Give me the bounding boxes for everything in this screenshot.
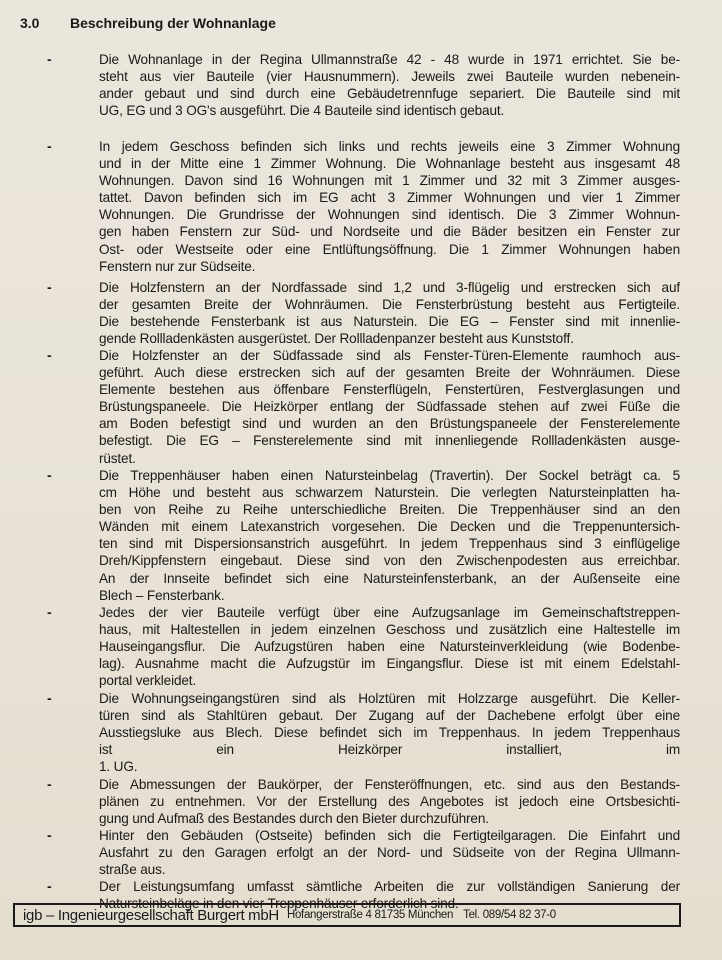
bullet-marker: - [47,827,52,843]
text-line: geführt. Auch diese erstrecken sich auf der gesamten Breite der Wohnräumen. Diese [99,365,680,381]
letterhead-footer [13,903,681,927]
text-line: Dreh/Kippfenstern eingebaut. Diese sind von den Zwischenpodesten aus erreichbar. [99,553,680,569]
text-line: Jedes der vier Bauteile verfügt über eine Aufzugsanlage im Gemeinschaftstreppen- [99,605,680,620]
bullet-marker: - [47,279,52,295]
text-line: gung und Aufmaß des Bestandes durch den Bieter durchzuführen. [99,811,489,827]
text-line: am Boden befestigt sind und wurden an den Brüstungspaneele der Fensterelemente [99,416,680,432]
text-line: Wohnungen. Davon sind 16 Wohnungen mit 1 Zimmer und 32 mit 3 Zimmer ausges- [99,173,680,189]
text-line: rüstet. [99,450,136,466]
text-line: plänen zu entnehmen. Vor der Erstellung des Angebotes ist jedoch eine Ortsbesichti- [99,794,680,810]
text-line: Die Treppenhäuser haben einen Natursteinbelag (Travertin). Der Sockel beträgt ca. 5 [99,468,680,483]
text-line: 1. UG. [99,759,138,775]
text-line: cm Höhe und besteht aus schwarzem Naturstein. Die verlegten Natursteinplatten ha- [99,485,680,501]
footer-address: Hofangerstraße 4 81735 München [286,909,454,921]
text-line: Der Leistungsumfang umfasst sämtliche Arbeiten die zur vollständigen Sanierung der [99,879,680,894]
footer-phone: Tel. 089/54 82 37-0 [463,909,556,921]
section-title: Beschreibung der Wohnanlage [70,15,276,31]
text-line: UG, EG und 3 OG's ausgeführt. Die 4 Bauteile sind identisch gebaut. [99,103,505,119]
text-line: straße aus. [99,862,166,878]
text-line: portal verkleidet. [99,673,197,689]
bullet-paragraph [47,604,680,689]
bullet-paragraph [47,138,680,275]
footer-company: igb – Ingenieurgesellschaft Burgert mbH [23,906,279,924]
bullet-paragraph [47,467,680,604]
bullet-marker: - [47,51,52,67]
bullet-marker: - [47,347,52,363]
bullet-marker: - [47,604,52,620]
text-line: türen sind als Stahltüren gebaut. Der Zugang auf der Dachebene erfolgt über eine [99,708,680,724]
bullet-marker: - [47,138,52,154]
bullet-marker: - [47,467,52,483]
text-line: Ost- oder Westseite oder eine Entlüftungsöffnung. Die 1 Zimmer Wohnungen haben [99,241,680,257]
text-line: Natursteinbeläge in den vier Treppenhäuser erforderlich sind. [99,896,459,912]
text-line: befestigt. Die EG – Fensterelemente sind mit innenliegende Rollladenkästen ausge- [99,433,680,449]
text-line: ten sind mit Dispersionsanstrich ausgeführt. In jedem Treppenhaus sind 3 einflügelige [99,536,680,552]
text-line: Die Holzfenster an der Südfassade sind als Fenster-Türen-Elemente raumhoch aus- [99,348,680,363]
bullet-paragraph [47,827,680,878]
text-line: gen haben Fenstern zur Süd- und Nordseite und die Bäder besitzen ein Fenster zur [99,224,680,240]
text-line: Die Holzfenstern an der Nordfassade sind 1,2 und 3-flügelig und erstrecken sich auf [99,280,680,295]
text-line: gende Rollladenkästen ausgerüstet. Der Rollladenpanzer besteht aus Kunststoff. [99,331,574,347]
text-line: ist ein Heizkörper installiert, im [99,742,680,758]
section-number: 3.0 [20,15,40,31]
text-line: Die bestehende Fensterbank ist aus Naturstein. Die EG – Fenster sind mit innenlie- [99,314,680,330]
text-line: haus, mit Haltestellen in jedem einzelnen Geschoss und zusätzlich eine Haltestelle im [99,622,680,638]
text-line: Wohnungen. Die Grundrisse der Wohnungen sind identisch. Die 3 Zimmer Wohnun- [99,207,680,223]
text-line: Hinter den Gebäuden (Ostseite) befinden sich die Fertigteilgaragen. Die Einfahrt und [99,828,680,843]
text-line: tattet. Davon befinden sich im EG acht 3 Zimmer Wohnungen und vier 1 Zimmer [99,190,680,206]
text-line: Ausstiegsluke aus Blech. Diese befindet sich im Treppenhaus. In jedem Treppenhaus [99,725,680,741]
text-line: ander gebaut und sind durch eine Gebäudetrennfuge separiert. Die Bauteile sind mit [99,86,680,102]
text-line: der gesamten Breite der Wohnräumen. Die Fensterbrüstung besteht aus Fertigteile. [99,297,680,313]
text-line: ben von Reihe zu Reihe unterschiedliche Breiten. Die Treppenhäuser sind an den [99,502,680,518]
text-line: Ausfahrt zu den Garagen erfolgt an der Nord- und Südseite von der Regina Ullmann- [99,845,680,861]
text-line: Hauseingangsflur. Die Aufzugstüren haben eine Natursteinverkleidung (wie Bodenbe- [99,639,680,655]
text-line: lag). Ausnahme macht die Aufzugstür im Eingangsflur. Diese ist mit einem Edelstahl- [99,656,680,672]
bullet-paragraph [47,279,680,347]
text-line: Die Wohnanlage in der Regina Ullmannstraße 42 - 48 wurde in 1971 errichtet. Sie be- [99,52,680,67]
bullet-marker: - [47,690,52,706]
text-line: In jedem Geschoss befinden sich links und rechts jeweils eine 3 Zimmer Wohnung [99,139,680,154]
text-line: und in der Mitte eine 1 Zimmer Wohnung. Die Wohnanlage besteht aus insgesamt 48 [99,156,680,172]
bullet-paragraph [47,51,680,119]
text-line: Blech – Fensterbank. [99,587,225,603]
bullet-marker: - [47,776,52,792]
bullet-paragraph [47,690,680,775]
bullet-paragraph [47,776,680,827]
bullet-marker: - [47,878,52,894]
text-line: Wänden mit einem Latexanstrich vorgesehen. Die Decken und die Treppenuntersich- [99,519,680,535]
text-line: Brüstungspaneele. Die Heizkörper entlang der Südfassade stehen auf zwei Füße die [99,399,680,415]
text-line: Elemente bestehen aus öffenbare Fensterflügeln, Fenstertüren, Festverglasungen und [99,382,680,398]
bullet-paragraph [47,347,680,467]
text-line: An der Innseite befindet sich eine Natursteinfensterbank, an der Außenseite eine [99,570,680,586]
text-line: Die Wohnungseingangstüren sind als Holztüren mit Holzzarge ausgeführt. Die Keller- [99,691,680,706]
text-line: Die Abmessungen der Baukörper, der Fensteröffnungen, etc. sind aus den Bestands- [99,777,680,792]
text-line: Fenstern nur zur Südseite. [99,258,256,274]
text-line: steht aus vier Bauteile (vier Hausnummern). Jeweils zwei Bauteile wurden nebenein- [99,69,680,85]
